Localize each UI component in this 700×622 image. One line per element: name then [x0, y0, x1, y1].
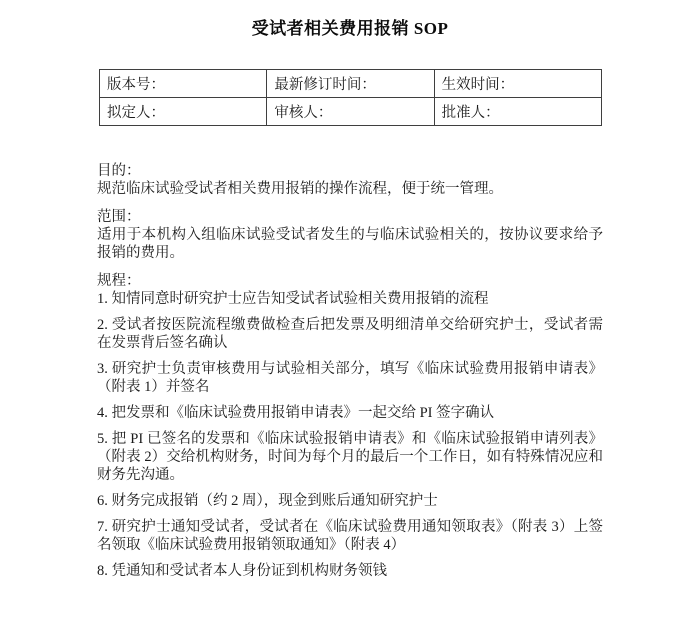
- document-body: [97, 162, 603, 580]
- cell-approver-label: 批准人：: [434, 98, 601, 126]
- cell-drafter-label: 拟定人：: [100, 98, 267, 126]
- section-purpose-heading: 目的：: [97, 163, 141, 179]
- procedure-step-3: 3. 研究护士负责审核费用与试验相关部分，填写《临床试验费用报销申请表》（附表 1）并签名: [97, 361, 603, 395]
- procedure-step-8: 8. 凭通知和受试者本人身份证到机构财务领钱: [97, 563, 387, 579]
- section-procedure-heading: 规程：: [97, 273, 141, 289]
- procedure-step-7: 7. 研究护士通知受试者，受试者在《临床试验费用通知领取表》（附表 3）上签名领取《临床试验费用报销领取通知》（附表 4）: [97, 519, 603, 553]
- section-scope: [97, 208, 603, 262]
- section-procedure: [97, 272, 603, 580]
- cell-last-revised-label: 最新修订时间：: [267, 70, 434, 98]
- cell-version-label: 版本号：: [100, 70, 267, 98]
- cell-effective-date-label: 生效时间：: [434, 70, 601, 98]
- procedure-step-5: 5. 把 PI 已签名的发票和《临床试验报销申请表》和《临床试验报销申请列表》（附表 2）交给机构财务，时间为每个月的最后一个工作日，如有特殊情况应和财务先沟通。: [97, 431, 603, 483]
- table-row: [100, 70, 602, 98]
- cell-reviewer-label: 审核人：: [267, 98, 434, 126]
- scope-paragraph: 适用于本机构入组临床试验受试者发生的与临床试验相关的，按协议要求给予报销的费用。: [97, 227, 603, 261]
- procedure-step-2: 2. 受试者按医院流程缴费做检查后把发票及明细清单交给研究护士，受试者需在发票背后签名确认: [97, 317, 603, 351]
- procedure-step-6: 6. 财务完成报销（约 2 周），现金到账后通知研究护士: [97, 493, 438, 509]
- procedure-step-4: 4. 把发票和《临床试验费用报销申请表》一起交给 PI 签字确认: [97, 405, 495, 421]
- procedure-step-1: 1. 知情同意时研究护士应告知受试者试验相关费用报销的流程: [97, 291, 489, 307]
- table-row: [100, 98, 602, 126]
- purpose-paragraph: 规范临床试验受试者相关费用报销的操作流程，便于统一管理。: [97, 181, 503, 197]
- section-purpose: [97, 162, 603, 198]
- document-title: 受试者相关费用报销 SOP: [251, 19, 449, 38]
- version-info-table: [99, 69, 602, 126]
- document-page: [0, 14, 700, 622]
- section-scope-heading: 范围：: [97, 209, 141, 225]
